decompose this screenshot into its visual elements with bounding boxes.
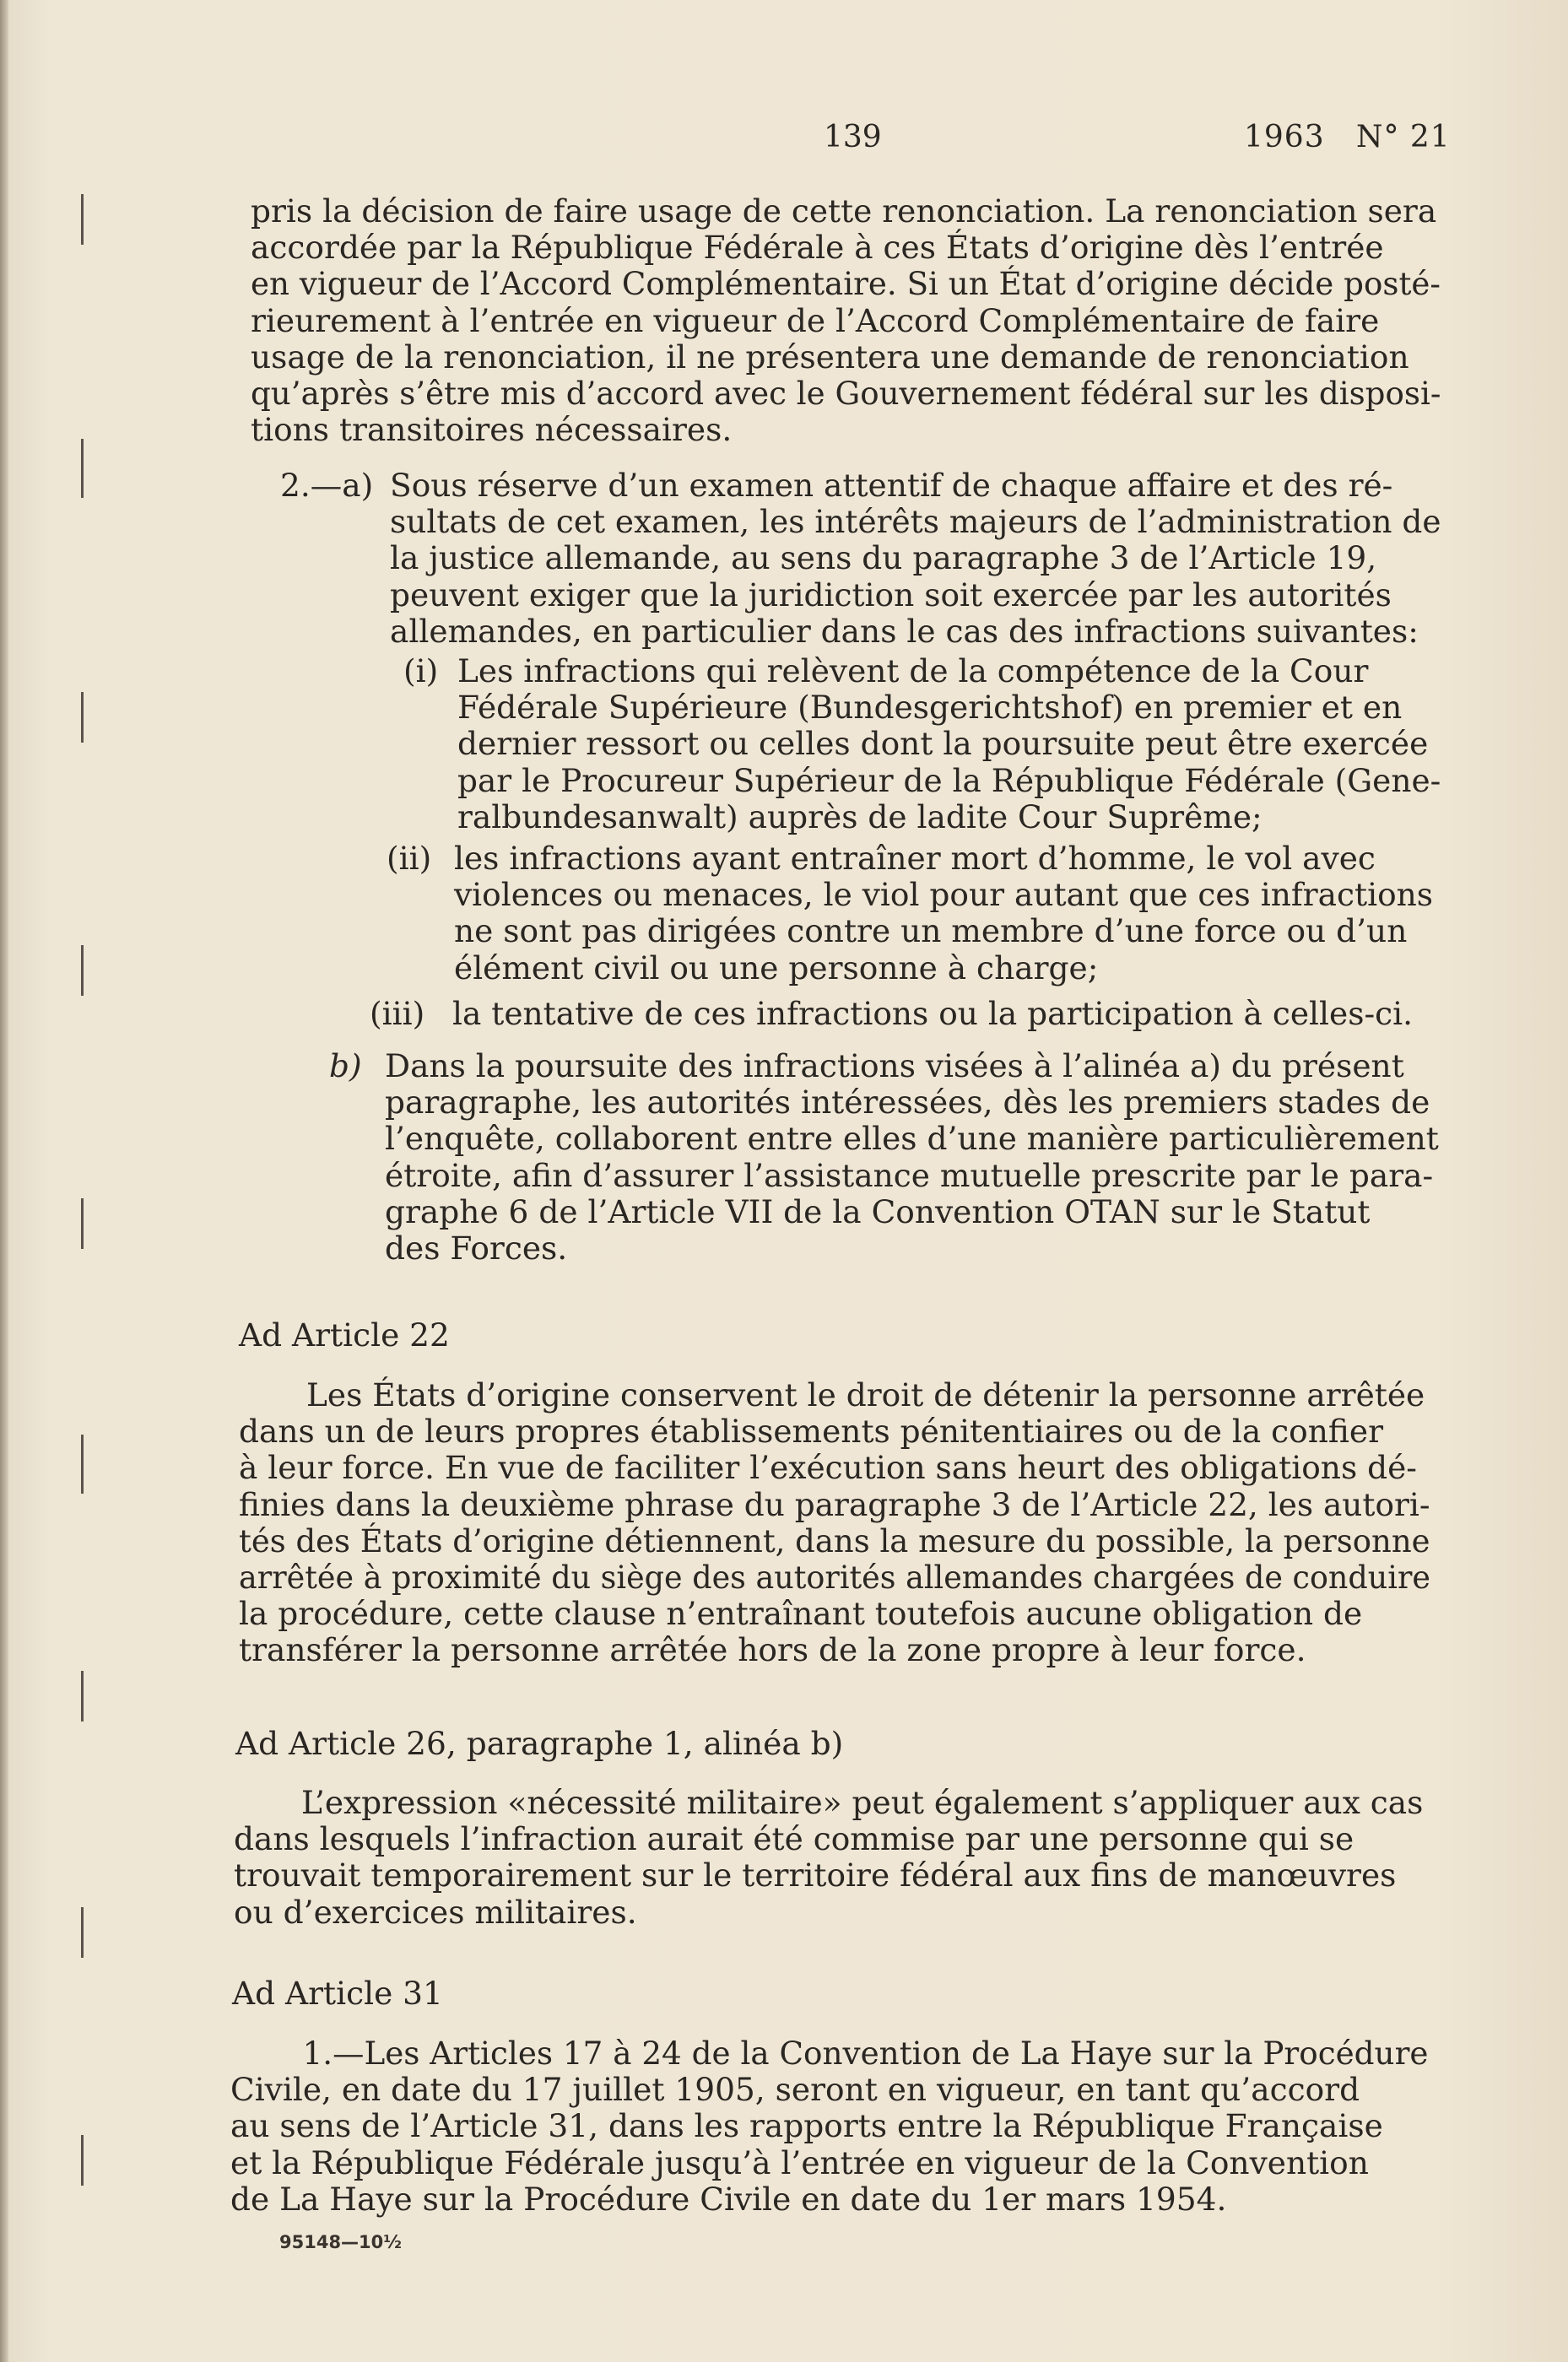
text-line: qu’après s’être mis d’accord avec le Gouvernement fédéral sur les disposi- bbox=[251, 375, 1441, 413]
section-2b-text bbox=[385, 1048, 1441, 1267]
text-line: de La Haye sur la Procédure Civile en date du 1er mars 1954. bbox=[230, 2180, 1227, 2218]
text-line: peuvent exiger que la juridiction soit exercée par les autorités bbox=[390, 576, 1392, 613]
text-line: par le Procureur Supérieur de la République Fédérale (Gene- bbox=[457, 761, 1441, 799]
text-line: dernier ressort ou celles dont la poursuite peut être exercée bbox=[457, 725, 1429, 763]
ad-article-22-heading: Ad Article 22 bbox=[239, 1316, 450, 1354]
page-number: 139 bbox=[824, 120, 882, 154]
text-line: des Forces. bbox=[385, 1230, 568, 1267]
text-line: au sens de l’Article 31, dans les rapports entre la République Française bbox=[230, 2107, 1383, 2145]
text-line: Sous réserve d’un examen attentif de chaque affaire et des ré- bbox=[390, 467, 1393, 504]
continuation-paragraph bbox=[251, 193, 1441, 448]
text-line: Fédérale Supérieure (Bundesgerichtshof) en premier et en bbox=[457, 689, 1403, 727]
text-line: ralbundesanwalt) auprès de ladite Cour Suprême; bbox=[457, 797, 1263, 835]
text-line: paragraphe, les autorités intéressées, dès les premiers stades de bbox=[385, 1084, 1430, 1122]
section-2a-marker: 2.—a) bbox=[280, 467, 374, 504]
text-line: usage de la renonciation, il ne présentera une demande de renonciation bbox=[251, 338, 1409, 376]
text-line: tés des États d’origine détiennent, dans la mesure du possible, la personne bbox=[239, 1522, 1430, 1559]
ad-article-31-text bbox=[230, 2035, 1429, 2218]
text-line: ou d’exercices militaires. bbox=[234, 1893, 637, 1931]
text-line: sultats de cet examen, les intérêts majeurs de l’administration de bbox=[390, 503, 1441, 541]
ad-article-26-heading: Ad Article 26, paragraphe 1, alinéa b) bbox=[235, 1725, 844, 1762]
text-line: à leur force. En vue de faciliter l’exécution sans heurt des obligations dé- bbox=[239, 1449, 1417, 1487]
text-line: la procédure, cette clause n’entraînant toutefois aucune obligation de bbox=[239, 1595, 1363, 1633]
text-line: la justice allemande, au sens du paragraphe 3 de l’Article 19, bbox=[390, 539, 1377, 577]
text-line: dans un de leurs propres établissements pénitentiaires ou de la confier bbox=[239, 1413, 1384, 1451]
section-2a-text bbox=[390, 468, 1441, 650]
text-line: dans lesquels l’infraction aurait été commise par une personne qui se bbox=[234, 1820, 1354, 1858]
text-line: l’enquête, collaborent entre elles d’une manière particulièrement bbox=[385, 1120, 1439, 1158]
text-line: et la République Fédérale jusqu’à l’entrée en vigueur de la Convention bbox=[230, 2143, 1369, 2181]
footer-print-code: 95148—10½ bbox=[279, 2232, 403, 2252]
text-line: finies dans la deuxième phrase du paragraphe 3 de l’Article 22, les autori- bbox=[239, 1485, 1430, 1523]
text-line: Les infractions qui relèvent de la compétence de la Cour bbox=[457, 652, 1369, 689]
item-i-text bbox=[457, 653, 1441, 835]
text-line: les infractions ayant entraîner mort d’homme, le vol avec bbox=[454, 840, 1376, 877]
text-line: graphe 6 de l’Article VII de la Convention OTAN sur le Statut bbox=[385, 1192, 1371, 1230]
text-line: tions transitoires nécessaires. bbox=[251, 411, 733, 449]
text-line: L’expression «nécessité militaire» peut également s’appliquer aux cas bbox=[301, 1784, 1424, 1821]
text-line: arrêtée à proximité du siège des autorités allemandes chargées de conduire bbox=[239, 1559, 1431, 1597]
ad-article-22-text bbox=[239, 1377, 1430, 1669]
item-iii-text bbox=[452, 996, 1441, 1032]
text-line: allemandes, en particulier dans le cas des infractions suivantes: bbox=[390, 612, 1419, 650]
item-ii-text bbox=[454, 840, 1441, 986]
text-line: Dans la poursuite des infractions visées à l’alinéa a) du présent bbox=[385, 1047, 1404, 1084]
section-2b-marker: b) bbox=[329, 1047, 362, 1084]
text-line: la tentative de ces infractions ou la participation à celles-ci. bbox=[452, 995, 1414, 1032]
text-line: violences ou menaces, le viol pour autant que ces infractions bbox=[454, 876, 1434, 914]
ad-article-31-heading: Ad Article 31 bbox=[232, 1975, 443, 2012]
text-line: accordée par la République Fédérale à ces États d’origine dès l’entrée bbox=[251, 229, 1384, 267]
item-iii-marker: (iii) bbox=[370, 995, 425, 1032]
document-number: 1963 N° 21 bbox=[1244, 120, 1451, 154]
text-line: ne sont pas dirigées contre un membre d’une force ou d’un bbox=[454, 912, 1408, 950]
text-line: 1.—Les Articles 17 à 24 de la Convention de La Haye sur la Procédure bbox=[302, 2035, 1429, 2072]
text-line: transférer la personne arrêtée hors de la zone propre à leur force. bbox=[239, 1631, 1306, 1669]
text-line: trouvait temporairement sur le territoire fédéral aux fins de manœuvres bbox=[234, 1857, 1397, 1894]
text-line: Civile, en date du 17 juillet 1905, seront en vigueur, en tant qu’accord bbox=[230, 2071, 1360, 2109]
text-line: Les États d’origine conservent le droit de détenir la personne arrêtée bbox=[306, 1376, 1425, 1413]
item-i-marker: (i) bbox=[403, 652, 439, 689]
text-line: élément civil ou une personne à charge; bbox=[454, 949, 1099, 986]
text-line: rieurement à l’entrée en vigueur de l’Accord Complémentaire de faire bbox=[251, 301, 1380, 339]
item-ii-marker: (ii) bbox=[387, 840, 432, 877]
text-line: en vigueur de l’Accord Complémentaire. Si un État d’origine décide posté- bbox=[251, 265, 1441, 303]
text-line: étroite, afin d’assurer l’assistance mutuelle prescrite par le para- bbox=[385, 1156, 1434, 1194]
text-line: pris la décision de faire usage de cette renonciation. La renonciation sera bbox=[251, 192, 1437, 230]
ad-article-26-text bbox=[234, 1785, 1430, 1931]
